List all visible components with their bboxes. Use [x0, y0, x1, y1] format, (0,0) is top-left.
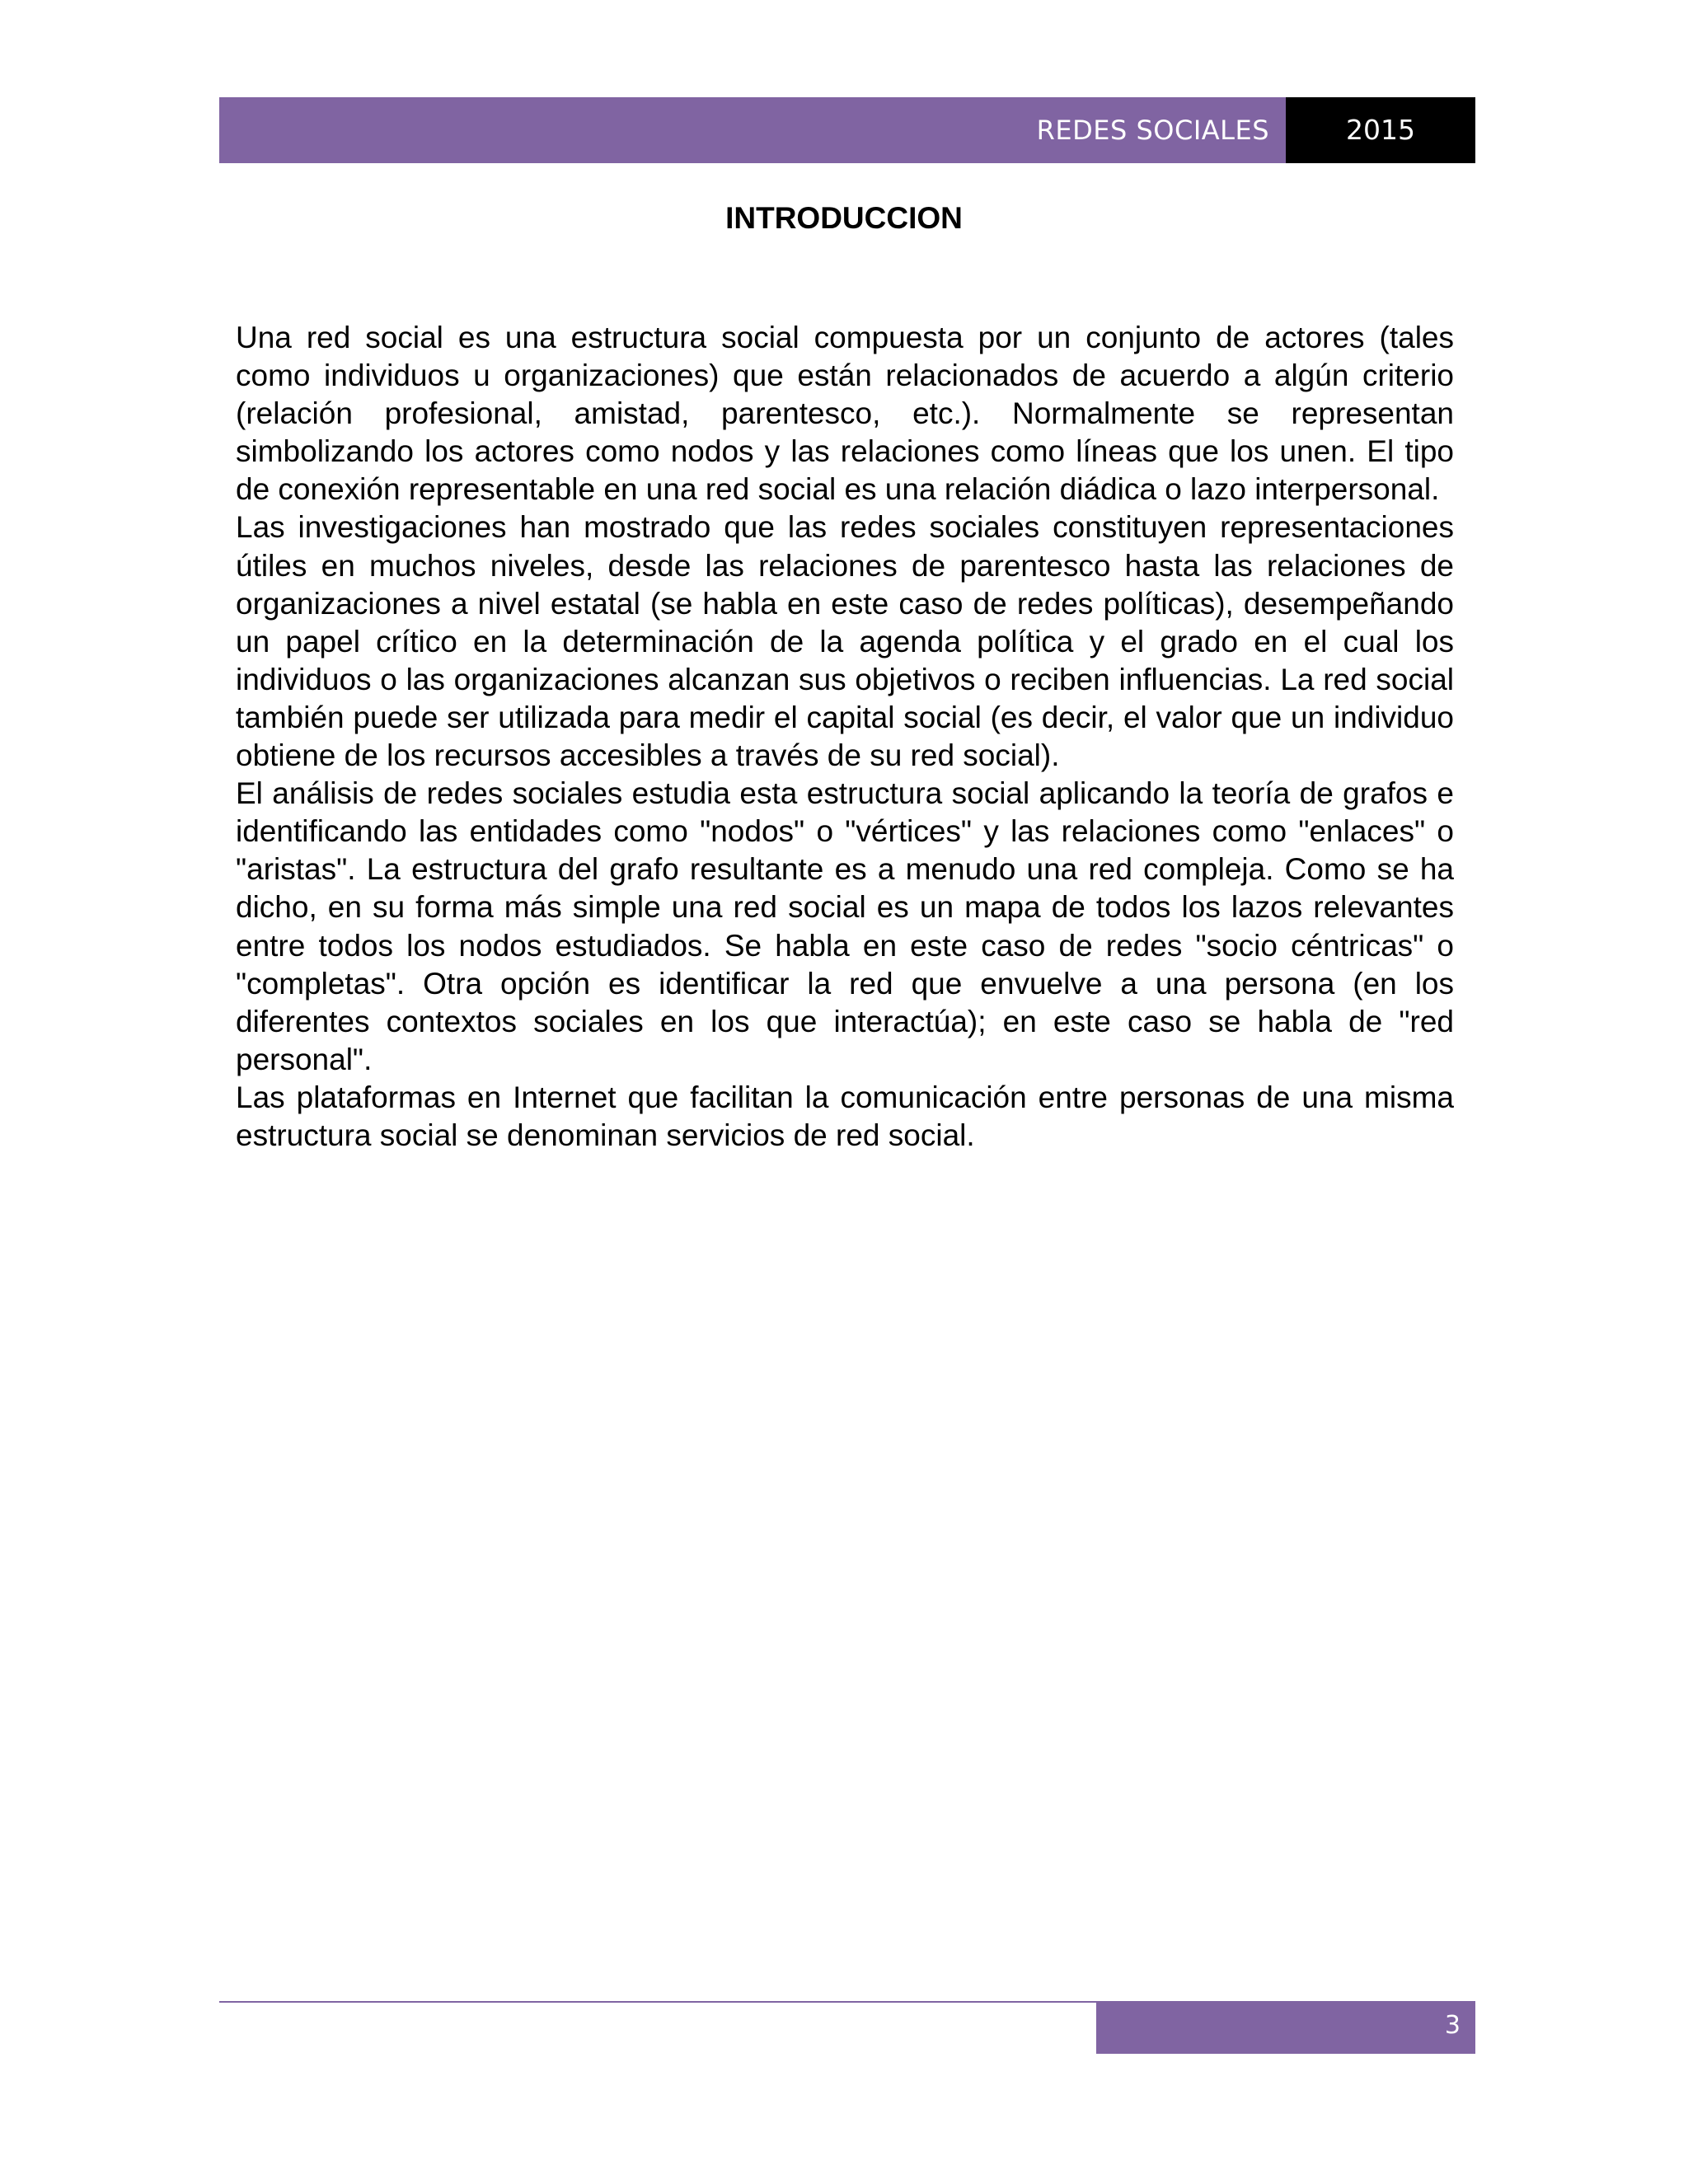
page-title: INTRODUCCION	[725, 201, 963, 235]
paragraph-4: Las plataformas en Internet que facilitan la comunicación entre personas de una misma estructura social se denominan servicios de red social.	[236, 1080, 1454, 1152]
header-year: 2015	[1286, 97, 1475, 163]
paragraph-2: Las investigaciones han mostrado que las redes sociales constituyen representaciones útiles en muchos niveles, desde las relaciones de parentesco hasta las relaciones de organizaciones a nivel estatal (se habla en este caso de redes políticas), desempeñando un papel crítico en la determinación de la agenda política y el grado en el cual los individuos o las organizaciones alcanzan sus objetivos o reciben influencias. La red social también puede ser utilizada para medir el capital social (es decir, el valor que un individuo obtiene de los recursos accesibles a través de su red social).	[236, 510, 1454, 773]
page-number: 3	[1444, 2011, 1461, 2040]
paragraph-1: Una red social es una estructura social compuesta por un conjunto de actores (tales como individuos u organizaciones) que están relacionados de acuerdo a algún criterio (relación profesional, amistad, parentesco, etc.). Normalmente se representan simbolizando los actores como nodos y las relaciones como líneas que los unen. El tipo de conexión representable en una red social es una relación diádica o lazo interpersonal.	[236, 321, 1454, 507]
header-title: REDES SOCIALES	[1036, 115, 1269, 146]
paragraph-3: El análisis de redes sociales estudia esta estructura social aplicando la teoría de grafos e identificando las entidades como "nodos" o "vértices" y las relaciones como "enlaces" o "aristas". La estructura del grafo resultante es a menudo una red compleja. Como se ha dicho, en su forma más simple una red social es un mapa de todos los lazos relevantes entre todos los nodos estudiados. Se habla en este caso de redes "socio céntricas" o "completas". Otra opción es identificar la red que envuelve a una persona (en los diferentes contextos sociales en los que interactúa); en este caso se habla de "red personal".	[236, 776, 1454, 1076]
body-text	[236, 319, 1454, 1155]
